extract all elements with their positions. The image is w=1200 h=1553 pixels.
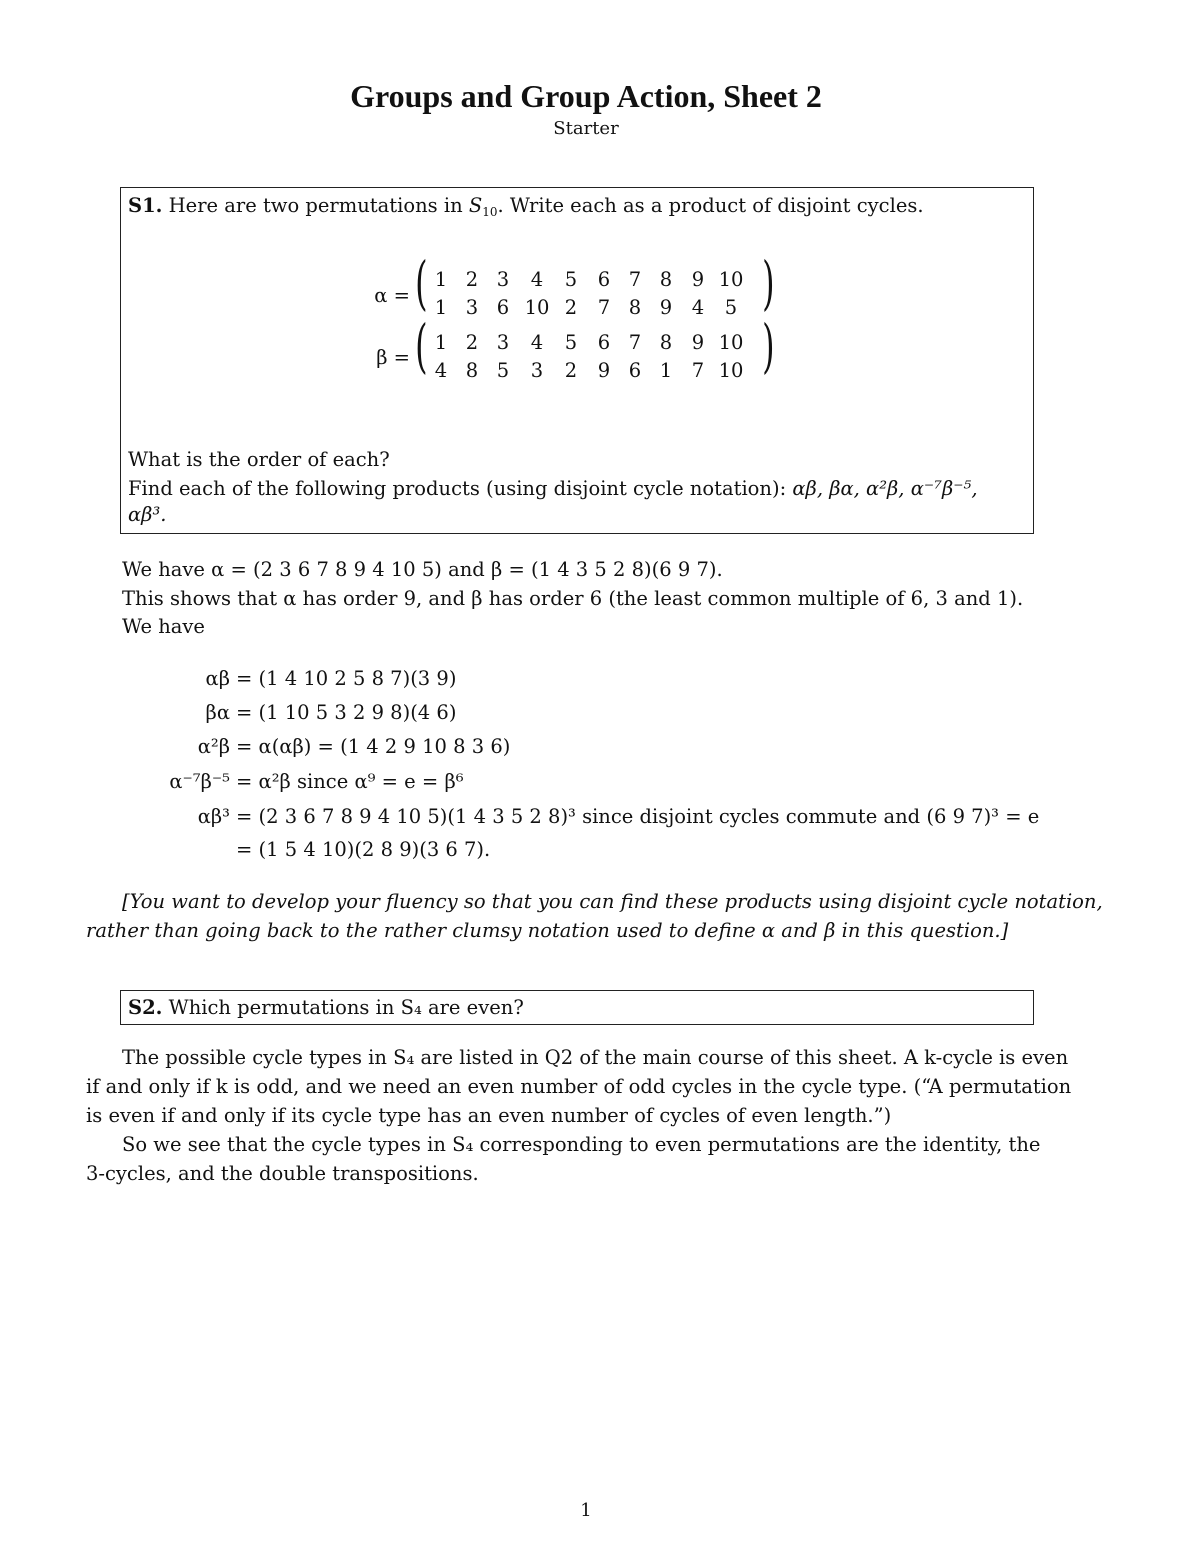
matrix-cell: 7 bbox=[691, 359, 705, 382]
matrix-cell: 10 bbox=[524, 296, 550, 319]
s1-products-last-line bbox=[128, 503, 166, 526]
alpha-label: α = bbox=[374, 284, 410, 307]
matrix-cell: 9 bbox=[691, 331, 705, 354]
s1-products-list: αβ, βα, α²β, α⁻⁷β⁻⁵, bbox=[792, 477, 978, 500]
note-line-1: [You want to develop your fluency so that you can find these products using disjoint cycle notation, bbox=[122, 890, 1103, 913]
matrix-cell: 5 bbox=[564, 268, 578, 291]
s1-label: S1. bbox=[128, 194, 163, 217]
s1-products-question bbox=[128, 477, 978, 500]
page-title: Groups and Group Action, Sheet 2 bbox=[350, 78, 822, 114]
matrix-cell: 4 bbox=[691, 296, 705, 319]
s2-answer-p1-l1: The possible cycle types in S₄ are listed in Q2 of the main course of this sheet. A k-cycle is even bbox=[122, 1046, 1069, 1069]
matrix-cell: 7 bbox=[628, 331, 642, 354]
alpha-left-paren: ( bbox=[415, 249, 428, 317]
eq1-lhs: αβ bbox=[205, 667, 230, 690]
beta-left-paren: ( bbox=[415, 312, 428, 380]
matrix-cell: 8 bbox=[659, 331, 673, 354]
matrix-cell: 9 bbox=[691, 268, 705, 291]
eq3-rhs: = α(αβ) = (1 4 2 9 10 8 3 6) bbox=[236, 735, 511, 758]
matrix-cell: 3 bbox=[530, 359, 544, 382]
eq6-rhs: = (1 5 4 10)(2 8 9)(3 6 7). bbox=[236, 838, 491, 861]
matrix-cell: 2 bbox=[564, 296, 578, 319]
eq2-rhs: = (1 10 5 3 2 9 8)(4 6) bbox=[236, 701, 457, 724]
matrix-cell: 4 bbox=[530, 331, 544, 354]
matrix-cell: 1 bbox=[659, 359, 673, 382]
matrix-cell: 8 bbox=[465, 359, 479, 382]
page-number: 1 bbox=[580, 1500, 592, 1521]
matrix-cell: 6 bbox=[597, 331, 611, 354]
matrix-cell: 4 bbox=[530, 268, 544, 291]
eq4-rhs: = α²β since α⁹ = e = β⁶ bbox=[236, 770, 464, 793]
matrix-cell: 6 bbox=[597, 268, 611, 291]
matrix-cell: 1 bbox=[434, 296, 448, 319]
s2-question-line bbox=[128, 996, 524, 1019]
matrix-cell: 10 bbox=[718, 359, 744, 382]
matrix-cell: 9 bbox=[659, 296, 673, 319]
answer-line-1: We have α = (2 3 6 7 8 9 4 10 5) and β = (1 4 3 5 2 8)(6 9 7). bbox=[122, 558, 723, 581]
matrix-cell: 6 bbox=[628, 359, 642, 382]
eq5-rhs: = (2 3 6 7 8 9 4 10 5)(1 4 3 5 2 8)³ since disjoint cycles commute and (6 9 7)³ = e bbox=[236, 805, 1040, 828]
matrix-cell: 3 bbox=[496, 268, 510, 291]
s1-group-sub: 10 bbox=[482, 205, 498, 219]
s2-answer-p1-l3: is even if and only if its cycle type has an even number of cycles of even length.”) bbox=[86, 1104, 892, 1127]
page-subtitle: Starter bbox=[553, 118, 619, 139]
s2-answer-p1-l2: if and only if k is odd, and we need an even number of odd cycles in the cycle type. (“A permutation bbox=[86, 1075, 1072, 1098]
answer-line-2: This shows that α has order 9, and β has order 6 (the least common multiple of 6, 3 and 1). bbox=[122, 587, 1024, 610]
matrix-cell: 5 bbox=[564, 331, 578, 354]
s1-order-question: What is the order of each? bbox=[128, 448, 390, 471]
matrix-cell: 7 bbox=[597, 296, 611, 319]
matrix-cell: 8 bbox=[628, 296, 642, 319]
matrix-cell: 2 bbox=[465, 331, 479, 354]
matrix-cell: 1 bbox=[434, 331, 448, 354]
eq4-lhs: α⁻⁷β⁻⁵ bbox=[169, 770, 230, 793]
s1-text-after: . Write each as a product of disjoint cycles. bbox=[497, 194, 924, 217]
eq3-lhs: α²β bbox=[197, 735, 230, 758]
s1-question-line bbox=[128, 194, 924, 217]
matrix-cell: 2 bbox=[465, 268, 479, 291]
eq5-lhs: αβ³ bbox=[197, 805, 230, 828]
s2-answer-p2-l1: So we see that the cycle types in S₄ corresponding to even permutations are the identity, the bbox=[122, 1133, 1041, 1156]
s2-label: S2. bbox=[128, 996, 163, 1019]
matrix-cell: 6 bbox=[496, 296, 510, 319]
matrix-cell: 10 bbox=[718, 268, 744, 291]
matrix-cell: 1 bbox=[434, 268, 448, 291]
beta-label: β = bbox=[376, 346, 410, 369]
matrix-cell: 2 bbox=[564, 359, 578, 382]
s2-text: Which permutations in S₄ are even? bbox=[168, 996, 524, 1019]
matrix-cell: 3 bbox=[465, 296, 479, 319]
s2-answer-p2-l2: 3-cycles, and the double transpositions. bbox=[86, 1162, 479, 1185]
matrix-cell: 8 bbox=[659, 268, 673, 291]
matrix-cell: 9 bbox=[597, 359, 611, 382]
matrix-cell: 4 bbox=[434, 359, 448, 382]
matrix-cell: 7 bbox=[628, 268, 642, 291]
note-line-2: rather than going back to the rather clumsy notation used to define α and β in this question.] bbox=[86, 919, 1009, 942]
eq1-rhs: = (1 4 10 2 5 8 7)(3 9) bbox=[236, 667, 457, 690]
s1-text-before: Here are two permutations in bbox=[168, 194, 469, 217]
beta-right-paren: ) bbox=[762, 312, 775, 380]
s1-products-text: Find each of the following products (using disjoint cycle notation): bbox=[128, 477, 787, 500]
matrix-cell: 5 bbox=[724, 296, 738, 319]
eq2-lhs: βα bbox=[205, 701, 230, 724]
matrix-cell: 3 bbox=[496, 331, 510, 354]
matrix-cell: 5 bbox=[496, 359, 510, 382]
matrix-cell: 10 bbox=[718, 331, 744, 354]
alpha-right-paren: ) bbox=[762, 249, 775, 317]
s1-products-last: αβ³. bbox=[128, 503, 167, 526]
answer-line-3: We have bbox=[122, 615, 205, 638]
s1-group: S bbox=[468, 194, 483, 217]
